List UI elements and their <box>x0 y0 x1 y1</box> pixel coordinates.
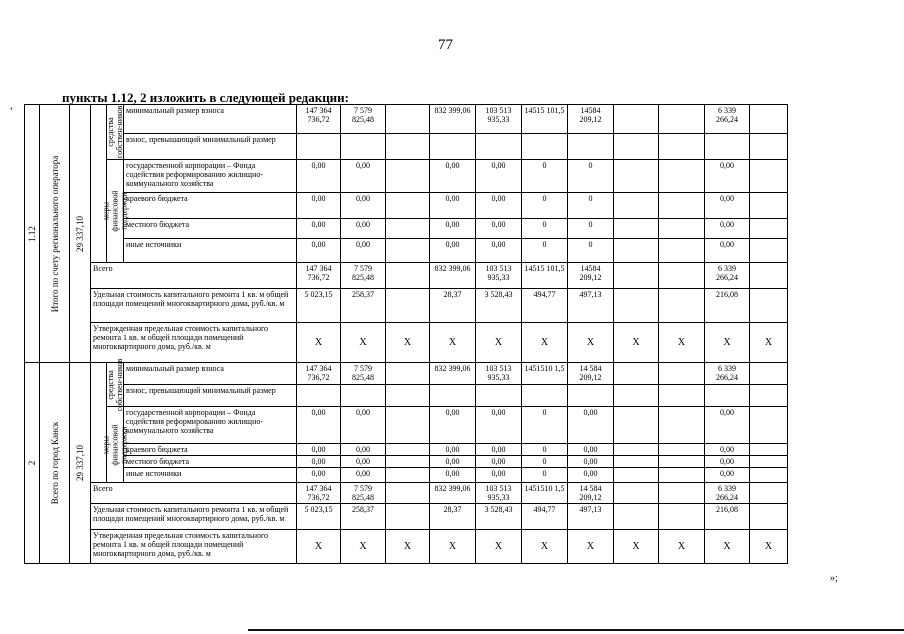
row-label: иные источники <box>124 239 297 263</box>
value-cell <box>614 263 659 289</box>
value-cell: 494,77 <box>522 504 568 530</box>
value-cell <box>386 363 430 385</box>
value-cell: 0,00 <box>341 193 386 219</box>
value-cell: 147 364 736,72 <box>297 105 341 134</box>
support-group <box>101 160 129 263</box>
value-cell: 1451510 1,5 <box>522 363 568 385</box>
row-label: краевого бюджета <box>124 444 297 456</box>
section-title-text: Всего по город Канск <box>49 421 60 505</box>
value-cell: 0,00 <box>430 219 476 239</box>
value-cell <box>430 134 476 160</box>
value-cell: 0,00 <box>297 219 341 239</box>
value-cell: 14584 209,12 <box>568 105 614 134</box>
value-cell: 0,00 <box>705 468 750 483</box>
value-cell <box>750 407 788 444</box>
value-cell: 832 399,06 <box>430 105 476 134</box>
value-cell: 14584 209,12 <box>568 263 614 289</box>
value-cell: 0,00 <box>476 160 522 193</box>
table-row <box>25 105 788 134</box>
value-cell: 0,00 <box>341 407 386 444</box>
value-cell <box>614 219 659 239</box>
value-cell <box>659 193 705 219</box>
value-cell: 0,00 <box>705 456 750 468</box>
value-cell: 0,00 <box>297 407 341 444</box>
value-cell <box>705 385 750 407</box>
value-cell: 0,00 <box>430 160 476 193</box>
value-cell: 28,37 <box>430 289 476 323</box>
value-cell <box>750 263 788 289</box>
value-cell: X <box>614 323 659 363</box>
value-cell: 0 <box>568 193 614 219</box>
value-cell <box>750 468 788 483</box>
value-cell <box>750 385 788 407</box>
section-title <box>40 363 70 564</box>
value-cell: 7 579 825,48 <box>341 363 386 385</box>
value-cell: 0,00 <box>705 219 750 239</box>
value-cell: 3 528,43 <box>476 504 522 530</box>
value-cell: 216,08 <box>705 289 750 323</box>
row-label: Удельная стоимость капитального ремонта 1 кв. м общей площади помещений многоквартирного дома, руб./кв. м <box>91 289 297 323</box>
section-index-text: 1.12 <box>27 225 37 242</box>
value-cell <box>659 239 705 263</box>
table-row <box>25 530 788 564</box>
value-cell <box>297 134 341 160</box>
value-cell <box>614 363 659 385</box>
value-cell: X <box>297 323 341 363</box>
table-row <box>25 323 788 363</box>
value-cell: 14 584 209,12 <box>568 483 614 504</box>
value-cell: 0,00 <box>297 468 341 483</box>
value-cell <box>659 363 705 385</box>
table-row <box>25 468 788 483</box>
value-cell <box>659 444 705 456</box>
value-cell <box>750 134 788 160</box>
value-cell: 0,00 <box>430 407 476 444</box>
value-cell: X <box>568 530 614 564</box>
value-cell <box>386 239 430 263</box>
value-cell <box>659 456 705 468</box>
owners-group <box>106 358 124 411</box>
value-cell <box>568 134 614 160</box>
value-cell: 0,00 <box>568 444 614 456</box>
row-label: местного бюджета <box>124 456 297 468</box>
value-cell <box>386 385 430 407</box>
value-cell: 0,00 <box>476 219 522 239</box>
scan-edge-line <box>248 629 904 631</box>
value-cell: 0,00 <box>297 193 341 219</box>
section-index-text: 2 <box>27 460 37 466</box>
row-label: государственной корпорации – Фонда содействия реформированию жилищно-коммунального хозяйства <box>124 407 297 444</box>
value-cell: 5 023,15 <box>297 289 341 323</box>
value-cell: X <box>614 530 659 564</box>
value-cell: 0,00 <box>705 193 750 219</box>
value-cell: 0 <box>522 193 568 219</box>
value-cell: X <box>659 530 705 564</box>
value-cell <box>750 160 788 193</box>
row-label: минимальный размер взноса <box>124 105 297 134</box>
value-cell: 103 513 935,33 <box>476 105 522 134</box>
value-cell: 6 339 266,24 <box>705 363 750 385</box>
owners-group-text: средства собствен-ников <box>106 105 124 159</box>
value-cell <box>386 219 430 239</box>
value-cell <box>750 456 788 468</box>
section-total-text: 29 337,10 <box>75 215 85 252</box>
table-row <box>25 263 788 289</box>
value-cell: X <box>430 530 476 564</box>
value-cell <box>750 239 788 263</box>
value-cell <box>297 385 341 407</box>
table-row <box>25 456 788 468</box>
value-cell: 0,00 <box>341 456 386 468</box>
value-cell: 0,00 <box>297 160 341 193</box>
table-row <box>25 444 788 456</box>
value-cell: 0,00 <box>705 444 750 456</box>
value-cell <box>659 105 705 134</box>
value-cell: 0,00 <box>297 239 341 263</box>
value-cell <box>386 160 430 193</box>
value-cell: 6 339 266,24 <box>705 263 750 289</box>
section-index <box>25 105 40 363</box>
value-cell: X <box>705 530 750 564</box>
table-row <box>25 504 788 530</box>
value-cell: 0 <box>522 160 568 193</box>
value-cell <box>659 219 705 239</box>
value-cell: X <box>476 323 522 363</box>
value-cell: 832 399,06 <box>430 483 476 504</box>
value-cell <box>386 468 430 483</box>
value-cell: 6 339 266,24 <box>705 483 750 504</box>
value-cell: X <box>659 323 705 363</box>
row-label: взнос, превышающий минимальный размер <box>124 134 297 160</box>
value-cell: X <box>476 530 522 564</box>
value-cell: 14515 101,5 <box>522 105 568 134</box>
value-cell <box>386 407 430 444</box>
value-cell: 0,00 <box>705 407 750 444</box>
value-cell <box>614 134 659 160</box>
value-cell <box>750 105 788 134</box>
value-cell: X <box>341 530 386 564</box>
value-cell: 147 364 736,72 <box>297 263 341 289</box>
value-cell: 497,13 <box>568 504 614 530</box>
value-cell: 216,08 <box>705 504 750 530</box>
value-cell: 258,37 <box>341 289 386 323</box>
value-cell: 7 579 825,48 <box>341 483 386 504</box>
row-label: Утвержденная предельная стоимость капитального ремонта 1 кв. м общей площади помещений многоквартирного дома, руб./кв. м <box>91 530 297 564</box>
value-cell <box>476 134 522 160</box>
value-cell: 0,00 <box>568 456 614 468</box>
value-cell: 0 <box>522 468 568 483</box>
value-cell <box>614 456 659 468</box>
cost-table <box>24 104 788 564</box>
value-cell: X <box>522 530 568 564</box>
value-cell: 0,00 <box>476 456 522 468</box>
value-cell: 0,00 <box>297 456 341 468</box>
value-cell: 103 513 935,33 <box>476 263 522 289</box>
table-row <box>25 160 788 193</box>
value-cell <box>614 483 659 504</box>
value-cell <box>659 160 705 193</box>
value-cell: X <box>568 323 614 363</box>
section-total <box>70 363 91 564</box>
value-cell <box>659 483 705 504</box>
value-cell: 0,00 <box>341 219 386 239</box>
value-cell <box>705 134 750 160</box>
value-cell: 494,77 <box>522 289 568 323</box>
value-cell: X <box>430 323 476 363</box>
value-cell <box>386 289 430 323</box>
value-cell <box>614 385 659 407</box>
table-body <box>25 105 788 564</box>
value-cell <box>614 160 659 193</box>
value-cell <box>614 407 659 444</box>
value-cell: 14 584 209,12 <box>568 363 614 385</box>
table-row <box>25 483 788 504</box>
value-cell <box>430 385 476 407</box>
value-cell: 832 399,06 <box>430 263 476 289</box>
value-cell: 0,00 <box>705 160 750 193</box>
value-cell: X <box>750 323 788 363</box>
value-cell <box>522 134 568 160</box>
support-group-text: меры финансовой поддержки <box>101 423 129 466</box>
intro-text: пункты 1.12, 2 изложить в следующей редакции: <box>62 90 349 105</box>
value-cell <box>476 385 522 407</box>
table-row <box>25 289 788 323</box>
value-cell <box>750 504 788 530</box>
row-label: краевого бюджета <box>124 193 297 219</box>
value-cell: 0,00 <box>341 468 386 483</box>
value-cell: 0 <box>568 219 614 239</box>
value-cell: 0,00 <box>430 193 476 219</box>
row-label: местного бюджета <box>124 219 297 239</box>
value-cell <box>659 385 705 407</box>
row-label: Утвержденная предельная стоимость капитального ремонта 1 кв. м общей площади помещений многоквартирного дома, руб./кв. м <box>91 323 297 363</box>
closing-mark: »; <box>830 573 838 584</box>
value-cell: 14515 101,5 <box>522 263 568 289</box>
value-cell: 832 399,06 <box>430 363 476 385</box>
value-cell: 0,00 <box>568 407 614 444</box>
value-cell: 147 364 736,72 <box>297 483 341 504</box>
value-cell: 7 579 825,48 <box>341 105 386 134</box>
table-row <box>25 407 788 444</box>
value-cell <box>386 504 430 530</box>
section-total <box>70 105 91 363</box>
value-cell: 1451510 1,5 <box>522 483 568 504</box>
section-index <box>25 363 40 564</box>
row-label: Всего <box>91 483 297 504</box>
value-cell: 0,00 <box>297 444 341 456</box>
value-cell: 0,00 <box>476 193 522 219</box>
table-row <box>25 134 788 160</box>
stray-mark: ‹ <box>10 103 13 113</box>
value-cell: 0,00 <box>341 160 386 193</box>
value-cell: X <box>522 323 568 363</box>
owners-group <box>107 105 124 160</box>
table-row <box>25 239 788 263</box>
value-cell <box>659 407 705 444</box>
value-cell <box>568 385 614 407</box>
value-cell <box>750 363 788 385</box>
value-cell: 497,13 <box>568 289 614 323</box>
row-label: государственной корпорации – Фонда содействия реформированию жилищно-коммунального хозяйства <box>124 160 297 193</box>
table-row <box>25 363 788 385</box>
value-cell: 0,00 <box>430 456 476 468</box>
value-cell <box>614 468 659 483</box>
value-cell: 0,00 <box>430 444 476 456</box>
value-cell <box>386 134 430 160</box>
value-cell: 103 513 935,33 <box>476 363 522 385</box>
value-cell: 0,00 <box>476 444 522 456</box>
value-cell <box>659 504 705 530</box>
value-cell: 147 364 736,72 <box>297 363 341 385</box>
value-cell: 0,00 <box>476 468 522 483</box>
value-cell: 0,00 <box>341 444 386 456</box>
value-cell <box>750 219 788 239</box>
section-total-text: 29 337,10 <box>75 445 85 481</box>
row-label: Удельная стоимость капитального ремонта 1 кв. м общей площади помещений многоквартирного дома, руб./кв. м <box>91 504 297 530</box>
value-cell: 0,00 <box>705 239 750 263</box>
row-label: иные источники <box>124 468 297 483</box>
value-cell <box>386 483 430 504</box>
value-cell <box>386 444 430 456</box>
value-cell <box>659 263 705 289</box>
page-number: 77 <box>438 37 453 53</box>
value-cell: 0 <box>522 219 568 239</box>
value-cell: 0 <box>522 239 568 263</box>
row-label: минимальный размер взноса <box>124 363 297 385</box>
value-cell: 0 <box>522 456 568 468</box>
value-cell: X <box>386 323 430 363</box>
value-cell: 0 <box>568 160 614 193</box>
value-cell: 0 <box>522 407 568 444</box>
value-cell <box>614 444 659 456</box>
value-cell <box>659 134 705 160</box>
row-label: Всего <box>91 263 297 289</box>
table-row <box>25 193 788 219</box>
value-cell <box>750 444 788 456</box>
value-cell <box>750 483 788 504</box>
section-title-text: Итого по счету регионального оператора <box>49 155 60 312</box>
section-title <box>40 105 70 363</box>
support-group-text: меры финансовой поддержки <box>101 190 129 232</box>
value-cell: 0,00 <box>430 239 476 263</box>
owners-group-text: средства собствен-ников <box>106 358 124 411</box>
value-cell <box>386 263 430 289</box>
value-cell: 0 <box>522 444 568 456</box>
support-group <box>101 407 129 483</box>
value-cell: 0,00 <box>568 468 614 483</box>
value-cell: 6 339 266,24 <box>705 105 750 134</box>
value-cell: 0,00 <box>341 239 386 263</box>
value-cell: 7 579 825,48 <box>341 263 386 289</box>
value-cell: 0,00 <box>476 239 522 263</box>
value-cell: X <box>386 530 430 564</box>
value-cell <box>614 105 659 134</box>
value-cell: 0,00 <box>476 407 522 444</box>
value-cell: X <box>750 530 788 564</box>
value-cell: 103 513 935,33 <box>476 483 522 504</box>
value-cell <box>659 289 705 323</box>
value-cell <box>614 289 659 323</box>
row-label: взнос, превышающий минимальный размер <box>124 385 297 407</box>
value-cell: 0,00 <box>430 468 476 483</box>
value-cell: X <box>341 323 386 363</box>
value-cell <box>614 504 659 530</box>
table-row <box>25 385 788 407</box>
value-cell <box>522 385 568 407</box>
value-cell <box>614 193 659 219</box>
value-cell: 3 528,43 <box>476 289 522 323</box>
value-cell <box>386 193 430 219</box>
value-cell: 28,37 <box>430 504 476 530</box>
value-cell: X <box>297 530 341 564</box>
table-row <box>25 219 788 239</box>
value-cell <box>750 289 788 323</box>
value-cell <box>614 239 659 263</box>
value-cell <box>386 456 430 468</box>
value-cell: 0 <box>568 239 614 263</box>
value-cell: X <box>705 323 750 363</box>
value-cell <box>341 385 386 407</box>
value-cell: 5 023,15 <box>297 504 341 530</box>
value-cell <box>386 105 430 134</box>
value-cell <box>341 134 386 160</box>
value-cell: 258,37 <box>341 504 386 530</box>
value-cell <box>659 468 705 483</box>
value-cell <box>750 193 788 219</box>
